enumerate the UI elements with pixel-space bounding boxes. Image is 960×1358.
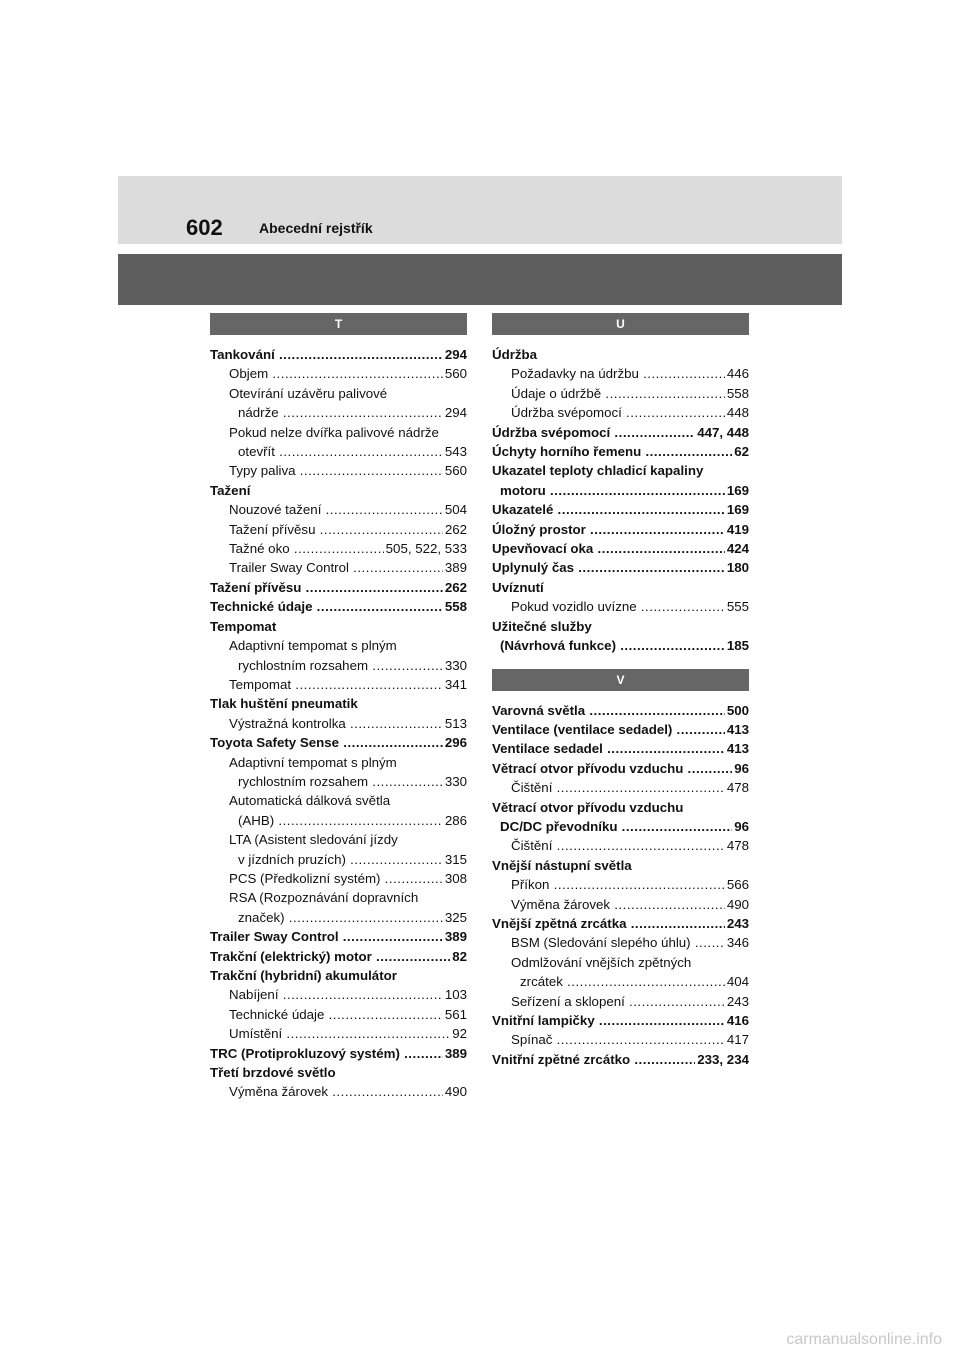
index-term: nádrže <box>238 405 279 421</box>
index-entry <box>492 345 749 364</box>
index-term: DC/DC převodníku <box>500 818 618 834</box>
page-reference: 555 <box>725 597 749 616</box>
index-term: Příkon <box>511 877 550 893</box>
section-letter-header: U <box>492 313 749 335</box>
index-entry <box>210 947 467 966</box>
page-reference: 478 <box>725 836 749 855</box>
page-reference: 92 <box>450 1024 467 1043</box>
page-reference: 424 <box>725 539 749 558</box>
page-reference: 315 <box>443 850 467 869</box>
index-entry <box>210 675 467 694</box>
page-title: Abecední rejstřík <box>259 220 373 236</box>
index-entry <box>492 617 749 636</box>
page-reference: 82 <box>450 947 467 966</box>
index-term: značek) <box>238 909 285 925</box>
index-entry <box>492 636 749 655</box>
page-reference: 561 <box>443 1005 467 1024</box>
index-term: Pokud vozidlo uvízne <box>511 599 637 615</box>
header-dark-band <box>118 254 842 305</box>
index-entry <box>492 992 749 1011</box>
index-term: Vnitřní zpětné zrcátko <box>492 1051 631 1067</box>
index-entry <box>210 830 467 849</box>
index-term: (AHB) <box>238 812 275 828</box>
index-entry <box>492 953 749 972</box>
page-reference: 62 <box>732 442 749 461</box>
index-term: Typy paliva <box>229 463 296 479</box>
index-term: Tažné oko <box>229 541 290 557</box>
index-entry <box>492 914 749 933</box>
page-reference: 505, 522, 533 <box>384 539 467 558</box>
index-entry <box>210 558 467 577</box>
page-reference: 504 <box>443 500 467 519</box>
index-term: Užitečné služby <box>492 618 592 634</box>
page-reference: 286 <box>443 811 467 830</box>
index-term: Požadavky na údržbu <box>511 366 639 382</box>
page-reference: 560 <box>443 364 467 383</box>
index-entry <box>210 733 467 752</box>
index-term: rychlostním rozsahem <box>238 773 369 789</box>
page-reference: 180 <box>725 558 749 577</box>
index-entry <box>210 850 467 869</box>
page-reference: 243 <box>725 992 749 1011</box>
index-term: Nouzové tažení <box>229 502 322 518</box>
index-term: Odmlžování vnějších zpětných <box>511 954 692 970</box>
page-reference: 330 <box>443 772 467 791</box>
index-term: Vnější zpětná zrcátka <box>492 915 627 931</box>
index-term: Ukazatelé <box>492 502 554 518</box>
index-term: Čištění <box>511 780 553 796</box>
index-entry <box>210 617 467 636</box>
index-term: Tažení přívěsu <box>229 521 316 537</box>
index-term: BSM (Sledování slepého úhlu) <box>511 935 691 951</box>
index-term: Údržba <box>492 347 538 362</box>
index-term: Údržba svépomocí <box>511 405 622 421</box>
page-reference: 490 <box>443 1082 467 1101</box>
section-letter-header: T <box>210 313 467 335</box>
index-entry <box>492 1050 749 1069</box>
page-reference: 478 <box>725 778 749 797</box>
page-reference: 330 <box>443 656 467 675</box>
index-term: Seřízení a sklopení <box>511 993 625 1009</box>
index-entry <box>492 403 749 422</box>
index-entry <box>492 423 749 442</box>
index-entry <box>210 966 467 985</box>
index-entry <box>492 481 749 500</box>
index-entry <box>492 856 749 875</box>
page-reference: 185 <box>725 636 749 655</box>
index-term: Úložný prostor <box>492 521 586 537</box>
index-term: Toyota Safety Sense <box>210 735 340 751</box>
index-term: Spínač <box>511 1032 553 1048</box>
index-entry <box>210 1024 467 1043</box>
page-reference: 262 <box>443 578 467 597</box>
index-term: Větrací otvor přívodu vzduchu <box>492 799 684 815</box>
index-term: Adaptivní tempomat s plným <box>229 638 397 654</box>
index-entry <box>492 875 749 894</box>
page-reference: 543 <box>443 442 467 461</box>
index-entry <box>210 714 467 733</box>
page-reference: 341 <box>443 675 467 694</box>
index-entry <box>210 1082 467 1101</box>
index-entry <box>492 720 749 739</box>
index-entry <box>492 759 749 778</box>
index-term: Objem <box>229 366 269 382</box>
page-reference: 296 <box>443 733 467 752</box>
page-reference: 419 <box>725 520 749 539</box>
index-term: Upevňovací oka <box>492 541 594 557</box>
index-entry <box>210 578 467 597</box>
index-term: Otevírání uzávěru palivové <box>229 385 388 401</box>
page-reference: 404 <box>725 972 749 991</box>
index-term: Technické údaje <box>210 599 313 615</box>
index-term: Nabíjení <box>229 987 279 1003</box>
index-entry <box>210 539 467 558</box>
index-entry <box>210 481 467 500</box>
page-reference: 308 <box>443 869 467 888</box>
index-entry <box>210 888 467 907</box>
index-term: Trakční (elektrický) motor <box>210 948 372 964</box>
index-entry <box>492 739 749 758</box>
page-reference: 346 <box>725 933 749 952</box>
index-entry <box>210 403 467 422</box>
page-reference: 262 <box>443 520 467 539</box>
page-reference: 389 <box>443 1044 467 1063</box>
index-entry <box>492 442 749 461</box>
page-number: 602 <box>186 215 223 240</box>
index-term: Uplynulý čas <box>492 560 575 576</box>
page-reference: 103 <box>443 985 467 1004</box>
header-band <box>118 176 842 244</box>
index-term: PCS (Předkolizní systém) <box>229 870 381 886</box>
index-term: Trailer Sway Control <box>210 929 339 945</box>
index-term: Tažení přívěsu <box>210 579 302 595</box>
index-entry <box>210 694 467 713</box>
index-entry <box>492 817 749 836</box>
index-term: Tempomat <box>229 676 292 692</box>
index-entry <box>210 461 467 480</box>
index-term: Umístění <box>229 1026 283 1042</box>
section-letter-header: V <box>492 669 749 691</box>
index-entry-list <box>492 691 749 1070</box>
index-entry <box>210 1044 467 1063</box>
index-entry <box>492 836 749 855</box>
index-entry <box>492 539 749 558</box>
page-reference: 233, 234 <box>695 1050 749 1069</box>
index-entry <box>210 423 467 442</box>
page-reference: 558 <box>443 597 467 616</box>
index-entry <box>210 364 467 383</box>
index-entry <box>492 1030 749 1049</box>
index-term: Uvíznutí <box>492 579 544 595</box>
index-entry <box>210 442 467 461</box>
index-section <box>492 313 749 656</box>
page-reference: 513 <box>443 714 467 733</box>
index-term: LTA (Asistent sledování jízdy <box>229 832 398 848</box>
page-reference: 566 <box>725 875 749 894</box>
index-entry <box>210 753 467 772</box>
index-entry <box>210 636 467 655</box>
page-reference: 294 <box>443 403 467 422</box>
index-term: Třetí brzdové světlo <box>210 1065 336 1081</box>
index-term: Varovná světla <box>492 702 586 718</box>
index-term: Adaptivní tempomat s plným <box>229 754 397 770</box>
index-entry <box>210 791 467 810</box>
index-entry <box>210 500 467 519</box>
index-term: Ukazatel teploty chladicí kapaliny <box>492 463 704 479</box>
page-reference: 500 <box>725 701 749 720</box>
index-section <box>210 313 467 1102</box>
index-term: Výměna žárovek <box>229 1084 329 1100</box>
index-entry <box>492 597 749 616</box>
index-entry <box>492 972 749 991</box>
index-entry <box>210 656 467 675</box>
index-entry <box>492 798 749 817</box>
page-reference: 169 <box>725 500 749 519</box>
index-term: Čištění <box>511 838 553 854</box>
index-entry <box>492 895 749 914</box>
page-reference: 416 <box>725 1011 749 1030</box>
index-term: Výstražná kontrolka <box>229 715 346 731</box>
page-reference: 558 <box>725 384 749 403</box>
page-reference: 325 <box>443 908 467 927</box>
page-reference: 294 <box>443 345 467 364</box>
index-entry <box>210 520 467 539</box>
index-term: Trakční (hybridní) akumulátor <box>210 968 397 983</box>
index-term: v jízdních pruzích) <box>238 851 346 867</box>
index-term: Ventilace (ventilace sedadel) <box>492 721 673 737</box>
index-entry-list <box>492 335 749 656</box>
index-entry-list <box>210 335 467 1102</box>
index-entry <box>492 500 749 519</box>
index-term: TRC (Protiprokluzový systém) <box>210 1045 400 1061</box>
page-reference: 413 <box>725 739 749 758</box>
footer-watermark[interactable]: carmanualsonline.info <box>786 1331 942 1348</box>
index-entry <box>492 520 749 539</box>
index-entry <box>210 908 467 927</box>
index-entry <box>492 461 749 480</box>
index-term: Tempomat <box>210 618 277 634</box>
page-reference: 447, 448 <box>695 423 749 442</box>
index-entry <box>492 364 749 383</box>
index-term: Technické údaje <box>229 1006 325 1022</box>
index-term: Vnitřní lampičky <box>492 1013 595 1028</box>
index-term: Tažení <box>210 482 251 498</box>
page-reference: 490 <box>725 895 749 914</box>
page-reference: 446 <box>725 364 749 383</box>
index-term: Tankování <box>210 347 275 362</box>
index-entry <box>210 1063 467 1082</box>
index-column-left <box>210 313 467 1102</box>
index-entry <box>492 384 749 403</box>
index-entry <box>492 778 749 797</box>
index-term: motoru <box>500 482 546 498</box>
page-reference: 169 <box>725 481 749 500</box>
index-term: Údaje o údržbě <box>511 385 602 401</box>
index-term: rychlostním rozsahem <box>238 657 369 673</box>
index-entry <box>492 701 749 720</box>
index-section <box>492 669 749 1070</box>
index-entry <box>492 558 749 577</box>
index-term: (Návrhová funkce) <box>500 638 617 654</box>
index-entry <box>210 1005 467 1024</box>
index-term: zrcátek <box>520 974 563 990</box>
page-reference: 389 <box>443 558 467 577</box>
page-reference: 96 <box>732 759 749 778</box>
index-entry <box>210 772 467 791</box>
index-term: Tlak huštění pneumatik <box>210 696 358 712</box>
index-entry <box>210 985 467 1004</box>
index-term: Pokud nelze dvířka palivové nádrže <box>229 424 439 440</box>
page-reference: 243 <box>725 914 749 933</box>
index-entry <box>492 578 749 597</box>
index-term: Trailer Sway Control <box>229 560 349 576</box>
index-entry <box>492 1011 749 1030</box>
index-term: otevřít <box>238 444 275 460</box>
page-reference: 417 <box>725 1030 749 1049</box>
index-term: Větrací otvor přívodu vzduchu <box>492 760 684 776</box>
index-entry <box>210 927 467 946</box>
index-entry <box>210 597 467 616</box>
index-column-right <box>492 313 749 1069</box>
page-reference: 448 <box>725 403 749 422</box>
index-term: Vnější nástupní světla <box>492 857 632 873</box>
index-entry <box>210 384 467 403</box>
index-term: Údržba svépomocí <box>492 424 611 440</box>
index-term: Automatická dálková světla <box>229 793 391 809</box>
page-reference: 413 <box>725 720 749 739</box>
index-term: Ventilace sedadel <box>492 741 603 757</box>
index-entry <box>210 345 467 364</box>
index-term: Úchyty horního řemenu <box>492 444 642 460</box>
index-entry <box>210 811 467 830</box>
index-term: Výměna žárovek <box>511 896 611 912</box>
page-reference: 96 <box>732 817 749 836</box>
page-reference: 560 <box>443 461 467 480</box>
page-reference: 389 <box>443 927 467 946</box>
index-entry <box>492 933 749 952</box>
index-entry <box>210 869 467 888</box>
index-term: RSA (Rozpoznávání dopravních <box>229 890 419 906</box>
